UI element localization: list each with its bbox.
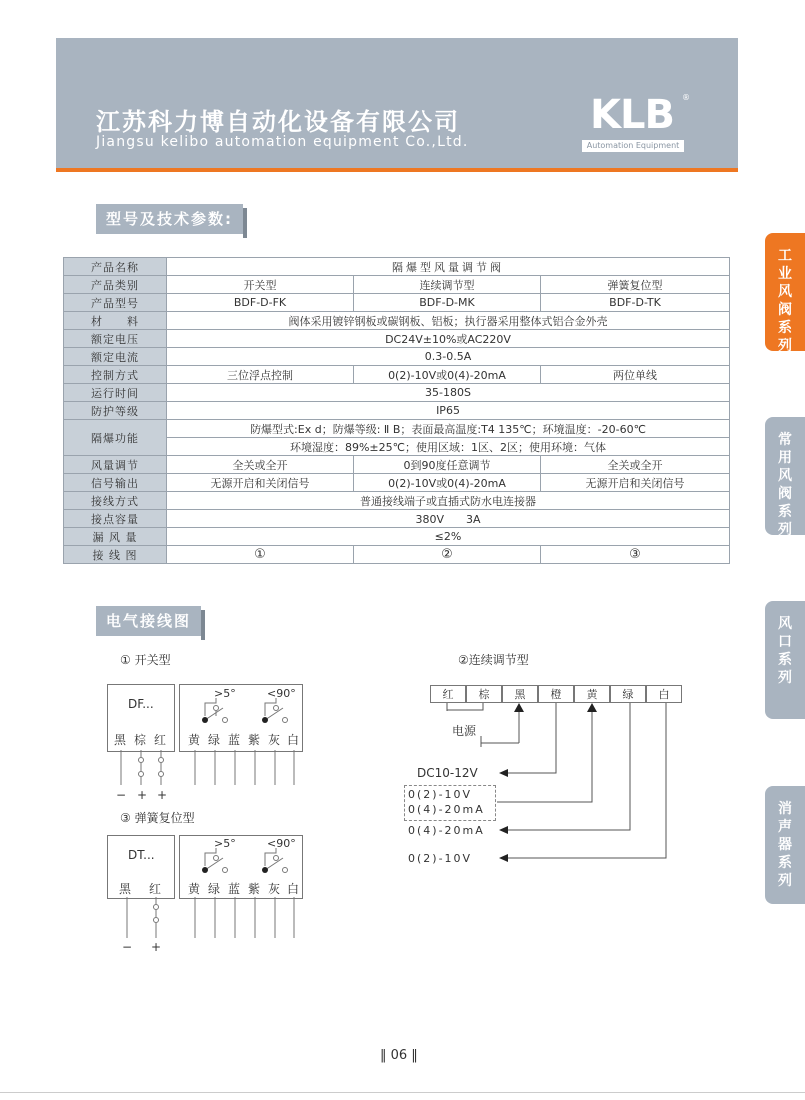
row-label: 接线方式 (64, 492, 167, 510)
diagram1-box-label: DF... (128, 697, 154, 711)
company-name-en: Jiangsu kelibo automation equipment Co.,Ltd. (96, 134, 469, 150)
diagram1-title: ① 开关型 (120, 653, 171, 667)
cell: 防爆型式:Ex d；防爆等级: Ⅱ B；表面最高温度:T4 135℃；环境温度：-20-60℃ (167, 420, 730, 438)
cell: 0(2)-10V或0(4)-20mA (354, 474, 541, 492)
power-label: 电源 (452, 724, 477, 738)
plus-label: + (157, 788, 168, 802)
row-label: 漏 风 量 (64, 528, 167, 546)
row-label: 防护等级 (64, 402, 167, 420)
row-label: 材 料 (64, 312, 167, 330)
cell: 普通接线端子或直插式防水电连接器 (167, 492, 730, 510)
terminal-label: 黑 (119, 882, 132, 896)
diagram3-left-box (107, 835, 175, 899)
signal-dc: DC10-12V (417, 766, 478, 780)
row-label: 额定电压 (64, 330, 167, 348)
cell: ③ (541, 546, 730, 564)
company-name-cn: 江苏科力博自动化设备有限公司 (96, 108, 460, 136)
section-title-text: 电气接线图 (106, 612, 192, 630)
row-label: 产品类别 (64, 276, 167, 294)
cell: ① (167, 546, 354, 564)
terminal-label: 紫 (248, 733, 261, 747)
terminal-label: 灰 (268, 882, 281, 896)
terminal-label: 红 (149, 882, 162, 896)
diagram3-title: ③ 弹簧复位型 (120, 811, 195, 825)
row-label: 产品名称 (64, 258, 167, 276)
cell: 隔爆型风量调节阀 (167, 258, 730, 276)
terminal-label: 绿 (208, 882, 221, 896)
terminal-label: 黄 (188, 882, 201, 896)
logo-text: KLB (590, 92, 674, 138)
cell: 无源开启和关闭信号 (167, 474, 354, 492)
footer-divider (0, 1092, 805, 1093)
angle-label: <90° (267, 687, 296, 700)
terminal-label: 棕 (134, 733, 147, 747)
logo-subtitle: Automation Equipment (582, 140, 684, 152)
cell: 0.3-0.5A (167, 348, 730, 366)
terminal-label: 蓝 (228, 882, 241, 896)
signal-current: 0(4)-20mA (408, 824, 485, 837)
cell: 35-180S (167, 384, 730, 402)
cell: 开关型 (167, 276, 354, 294)
cell: ≤2% (167, 528, 730, 546)
cell: 三位浮点控制 (167, 366, 354, 384)
terminal-red: 红 (430, 685, 466, 703)
terminal-label: 紫 (248, 882, 261, 896)
cell: 环境湿度：89%±25℃；使用区域：1区、2区；使用环境：气体 (167, 438, 730, 456)
terminal-label: 灰 (268, 733, 281, 747)
terminal-label: 黄 (188, 733, 201, 747)
cell: 全关或全开 (167, 456, 354, 474)
plus-label: + (151, 940, 162, 954)
plus-label: + (137, 788, 148, 802)
cell: 0(2)-10V或0(4)-20mA (354, 366, 541, 384)
cell: DC24V±10%或AC220V (167, 330, 730, 348)
tab-label: 常 用 风 阀 系 列 (778, 432, 792, 538)
terminal-label: 蓝 (228, 733, 241, 747)
page-number: ‖ 06 ‖ (380, 1048, 418, 1063)
row-label: 隔爆功能 (64, 420, 167, 456)
cell: BDF-D-TK (541, 294, 730, 312)
tab-label: 风 口 系 列 (778, 616, 792, 686)
terminal-label: 黑 (114, 733, 127, 747)
cell: BDF-D-MK (354, 294, 541, 312)
tab-label: 消 声 器 系 列 (778, 801, 792, 889)
terminal-orange: 橙 (538, 685, 574, 703)
cell: IP65 (167, 402, 730, 420)
row-label: 控制方式 (64, 366, 167, 384)
terminal-label: 白 (287, 882, 300, 896)
minus-label: − (116, 788, 127, 802)
cell: 阀体采用镀锌钢板或碳钢板、铝板；执行器采用整体式铝合金外壳 (167, 312, 730, 330)
diagram3-box-label: DT... (128, 848, 155, 862)
signal-voltage: 0(2)-10V (408, 788, 473, 801)
row-label: 产品型号 (64, 294, 167, 312)
row-label: 运行时间 (64, 384, 167, 402)
row-label: 风量调节 (64, 456, 167, 474)
row-label: 接 线 图 (64, 546, 167, 564)
terminal-label: 红 (154, 733, 167, 747)
cell: ② (354, 546, 541, 564)
signal-voltage: 0(2)-10V (408, 852, 473, 865)
cell: 0到90度任意调节 (354, 456, 541, 474)
terminal-brown: 棕 (466, 685, 502, 703)
cell: 无源开启和关闭信号 (541, 474, 730, 492)
minus-label: − (122, 940, 133, 954)
terminal-label: 白 (287, 733, 300, 747)
signal-current: 0(4)-20mA (408, 803, 485, 816)
row-label: 信号输出 (64, 474, 167, 492)
diagram2-title: ②连续调节型 (458, 653, 529, 667)
cell: 全关或全开 (541, 456, 730, 474)
logo-registered-mark: ® (682, 93, 690, 102)
terminal-yellow: 黄 (574, 685, 610, 703)
angle-label: >5° (214, 687, 236, 700)
cell: 弹簧复位型 (541, 276, 730, 294)
terminal-label: 绿 (208, 733, 221, 747)
row-label: 额定电流 (64, 348, 167, 366)
cell: 两位单线 (541, 366, 730, 384)
angle-label: <90° (267, 837, 296, 850)
terminal-white: 白 (646, 685, 682, 703)
cell: 380V 3A (167, 510, 730, 528)
row-label: 接点容量 (64, 510, 167, 528)
tab-label: 工 业 风 阀 系 列 (778, 248, 792, 354)
cell: BDF-D-FK (167, 294, 354, 312)
terminal-green: 绿 (610, 685, 646, 703)
terminal-black: 黑 (502, 685, 538, 703)
angle-label: >5° (214, 837, 236, 850)
cell: 连续调节型 (354, 276, 541, 294)
section-title-text: 型号及技术参数: (106, 210, 233, 228)
